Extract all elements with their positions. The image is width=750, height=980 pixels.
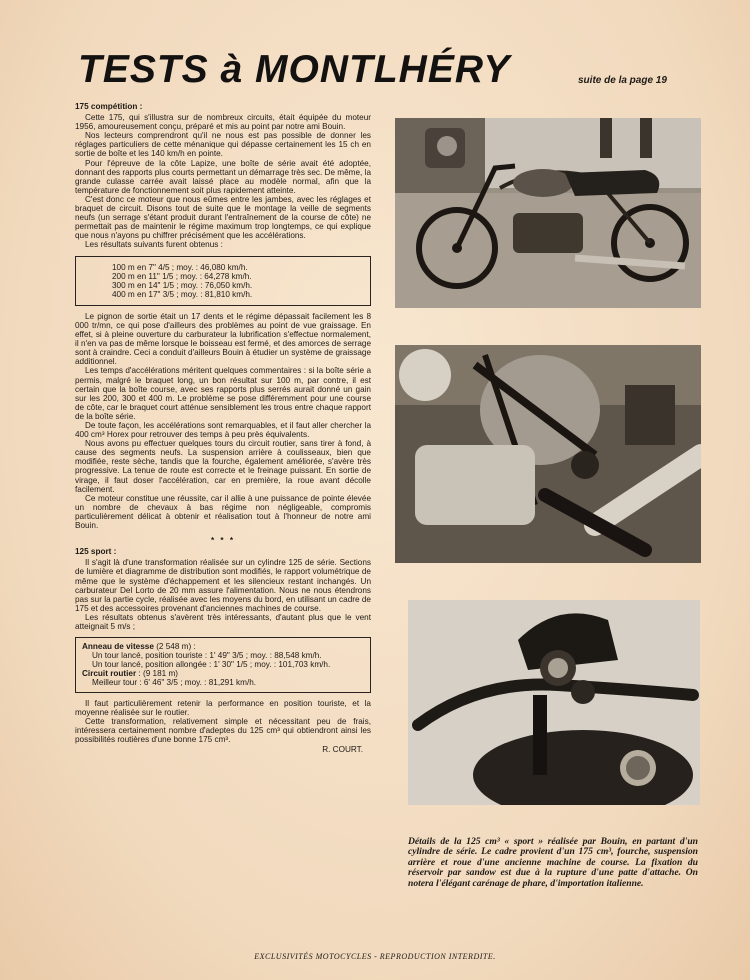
- paragraph: Ce moteur constitue une réussite, car il allie à une puissance de pointe élevée un nombre de chevaux à bas régime non négligeable, compromis particulièrement délicat à obtenir et réalisation tout à l'honneur de notre ami Bouin.: [75, 493, 371, 531]
- photo-handlebar-tank: [408, 600, 700, 805]
- result-row: 200 m en 11" 1/5 ; moy. : 64,278 km/h.: [112, 271, 252, 281]
- paragraph: Les temps d'accélérations méritent quelques commentaires : si la boîte série a permis, malgré le braquet long, un bon résultat sur 100 m, par contre, il est certain que la boîte course, avec ses rapports plus serrés aurait donné un gain sur les 200, 300 et 400 m. Le problème se pose différemment pour une course de côte, car le braquet court atténue sensiblement les trous entre chaque rapport de la boîte série.: [75, 366, 371, 421]
- anneau-length: (2 548 m) :: [156, 642, 196, 652]
- paragraph: Nous avons pu effectuer quelques tours du circuit routier, sans tirer à fond, à cause des segments neufs. La suspension arrière à coulisseaux, bien que modifiée, reste sèche, tandis que la fourche, également améliorée, s'avère très progressive. La tenue de route est correcte et le freinage puissant. En sortie de virage, il faut doser l'accélération, car en première, la roue avant décolle facilement.: [75, 439, 371, 494]
- paragraph: Les résultats obtenus s'avèrent très intéressants, d'autant plus que le vent atteignait 5 m/s ;: [75, 612, 371, 631]
- lap-result: Un tour lancé, position touriste : 1' 49" 3/5 ; moy. : 88,548 km/h.: [92, 651, 322, 661]
- paragraph: Cette 175, qui s'illustra sur de nombreux circuits, était équipée du moteur 1956, amoureusement conçu, préparé et mis au point par notre ami Bouin.: [75, 113, 371, 132]
- page-title: TESTS à MONTLHÉRY: [78, 48, 511, 91]
- article-column: [75, 100, 371, 754]
- results-box-175: [75, 256, 371, 306]
- paragraph: Les résultats suivants furent obtenus :: [85, 240, 223, 250]
- paragraph: C'est donc ce moteur que nous eûmes entre les jambes, avec les réglages et braquet de circuit. Disons tout de suite que le montage la veille de segments neufs (un serrage s'étant produit durant l'entraînement de la course de côte) ne permettait pas de maintenir le régime maximum trop longtemps, ce qui explique que nous n'ayons pu chiffrer précisément que les accélérations.: [75, 194, 371, 241]
- section-heading-175: 175 compétition :: [75, 102, 143, 111]
- best-lap: Meilleur tour : 6' 46" 3/5 ; moy. : 81,291 km/h.: [92, 678, 257, 688]
- photo-caption: Détails de la 125 cm³ « sport » réalisée par Bouin, en partant d'un cylindre de série. Le cadre provient d'un 175 cm³, fourche, suspension arrière et roue d'une ancienne machine de course. La fixation du réservoir par sandow est due à la rupture d'une patte d'attache. On notera l'élégant carénage de phare, d'importation italienne.: [408, 836, 698, 889]
- paragraph: Cette transformation, relativement simple et nécessitant peu de frais, intéressera certainement nombre d'adeptes du 125 cm³ qui obtiendront ainsi les possibilités routières d'une bonne 175 cm³.: [75, 716, 371, 744]
- results-box-125: [75, 637, 371, 692]
- section-separator: * * *: [210, 536, 236, 546]
- author-signature: R. COURT.: [322, 745, 363, 754]
- paragraph: Nos lecteurs comprendront qu'il ne nous est pas possible de donner les réglages particuliers de cette ménanique qui dépasse certainement les 15 ch en sortie de boîte et les 140 km/h en pointe.: [75, 131, 371, 159]
- circuit-length: : (9 181 m): [138, 669, 179, 679]
- paragraph: De toute façon, les accélérations sont remarquables, et il faut aller chercher la 400 cm³ Horex pour retrouver des temps à peu près équivalents.: [75, 421, 371, 440]
- continuation-note: suite de la page 19: [578, 75, 667, 86]
- result-row: 400 m en 17" 3/5 ; moy. : 81,810 km/h.: [112, 289, 253, 299]
- result-row: 100 m en 7" 4/5 ; moy. : 46,080 km/h.: [112, 262, 248, 272]
- paragraph: Le pignon de sortie était un 17 dents et le régime dépassait facilement les 8 000 tr/mn, ce qui pose d'ailleurs des problèmes au point de vue graissage. En effet, si à pleine ouverture du carburateur la lubrification s'effectue normalement, il n'en va pas de même lorsque le boisseau est fermé, et des amorces de serrage sont à craindre. Ceci a conduit d'ailleurs Bouin à étudier un système de graissage additionnel.: [75, 311, 371, 367]
- section-heading-125: 125 sport :: [75, 547, 117, 557]
- photo-engine-detail: [395, 345, 701, 563]
- result-row: 300 m en 14" 1/5 ; moy. : 76,050 km/h.: [112, 280, 253, 290]
- paragraph: Pour l'épreuve de la côte Lapize, une boîte de série avait été adoptée, donnant des rapports plus courts permettant un démarrage très sec. De même, la grande culasse carrée avait laissé place au modèle normal, afin que la température de fonctionnement soit plus rapidement atteinte.: [75, 158, 371, 195]
- paragraph: Il faut particulièrement retenir la performance en position touriste, et la moyenne réalisée sur le routier.: [75, 698, 371, 717]
- lap-result: Un tour lancé, position allongée : 1' 30" 1/5 ; moy. : 101,703 km/h.: [92, 660, 331, 670]
- footer-notice: EXCLUSIVITÉS MOTOCYCLES - REPRODUCTION INTERDITE.: [254, 952, 496, 961]
- circuit-title: Circuit routier: [82, 669, 137, 679]
- photo-motorcycle-175: [395, 118, 701, 308]
- paragraph: Il s'agit là d'une transformation réalisée sur un cylindre 125 de série. Sections de lumière et diagramme de distribution sont modifiés, le rapport volumétrique de même que le système d'échappement et les silencieux restant inchangés. Un carburateur Del Lorto de 20 mm assure l'alimentation. Nous ne nous étendrons pas sur la partie cycle, réalisée avec les moyens du bord, en utilisant un cadre de 175 et des accessoires provenant d'anciennes machines de course.: [75, 558, 371, 613]
- anneau-title: Anneau de vitesse: [82, 642, 154, 652]
